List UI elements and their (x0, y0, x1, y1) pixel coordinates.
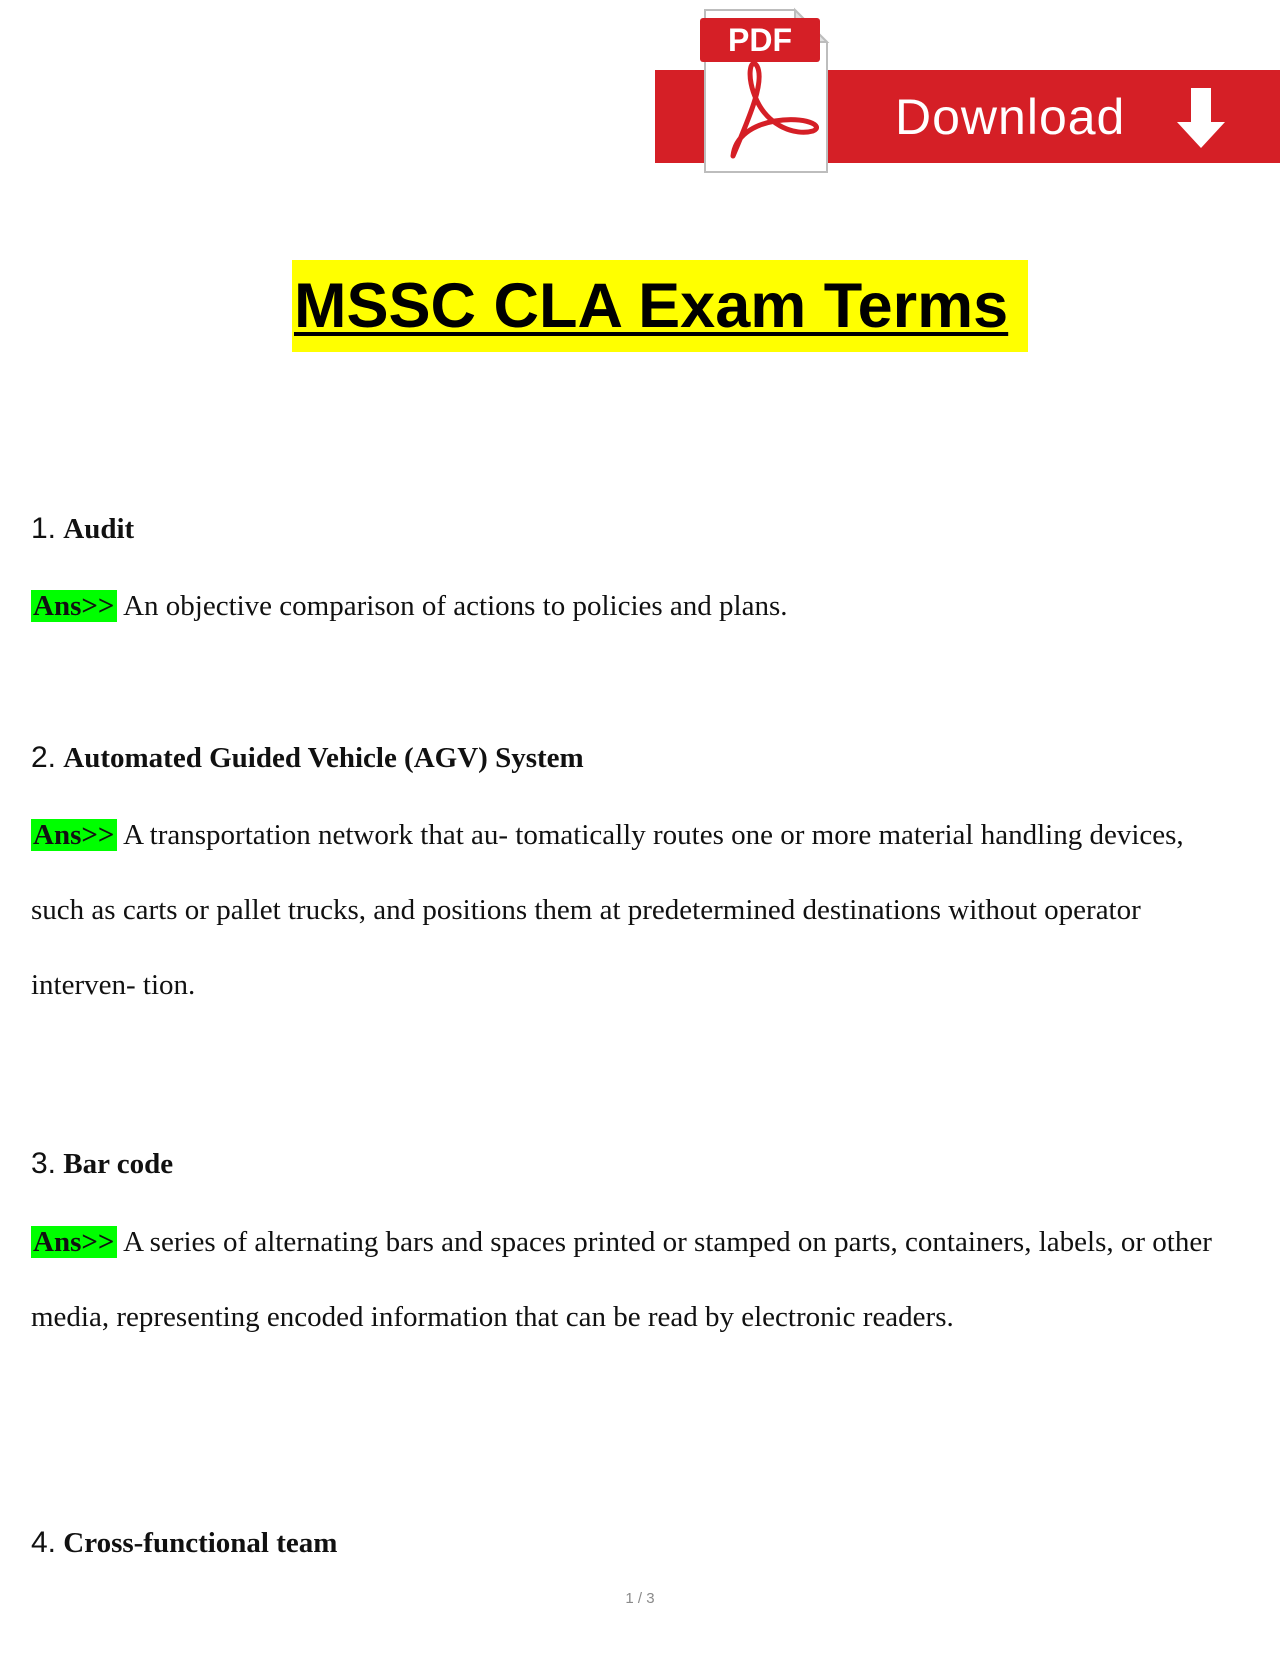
page-indicator: 1 / 3 (625, 1590, 655, 1607)
ans-tag: Ans>> (31, 819, 117, 851)
ans-tag: Ans>> (31, 1226, 117, 1258)
term-answer: Ans>> An objective comparison of actions to policies and plans. (33, 590, 788, 622)
pdf-label: PDF (700, 18, 820, 62)
term-answer: Ans>> A series of alternating bars and spaces printed or stamped on parts, containers, labels, or other media, representing encoded information that can be read by electronic readers. (31, 1226, 1212, 1333)
ans-tag: Ans>> (31, 590, 117, 622)
term-heading: 4. Cross-functional team (31, 1526, 338, 1559)
document-title: MSSC CLA Exam Terms (292, 260, 1028, 352)
term-answer: Ans>> A transportation network that au- tomatically routes one or more material handling devices, such as carts or pallet trucks, and positions them at predetermined destinations without operator interven- tion. (31, 819, 1184, 1001)
pdf-download-banner[interactable] (655, 6, 1280, 184)
pdf-document-icon (695, 6, 835, 178)
term-heading: 1. Audit (31, 512, 135, 545)
term-heading: 3. Bar code (31, 1147, 174, 1180)
download-arrow-icon[interactable] (1173, 88, 1229, 150)
term-heading: 2. Automated Guided Vehicle (AGV) System (31, 741, 584, 774)
download-label[interactable]: Download (895, 89, 1126, 145)
